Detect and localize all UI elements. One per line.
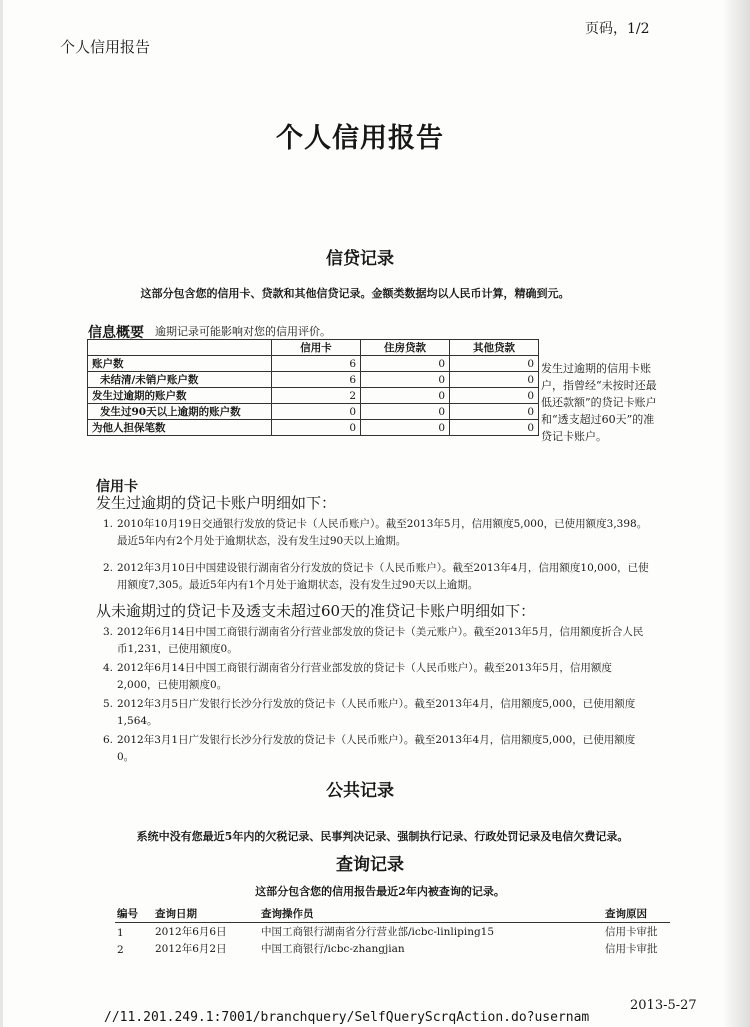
overview-header-row bbox=[88, 340, 539, 356]
overdue-definition-note: 发生过逾期的信用卡账户，指曾经“未按时还最低还款额”的贷记卡账户和“透支超过60天”的准贷记卡账户。 bbox=[541, 362, 657, 443]
query-header-row bbox=[115, 905, 670, 923]
overview-label: 信息概要 bbox=[88, 325, 144, 341]
normal-accounts-heading: 从未逾期过的贷记卡及透支未超过60天的准贷记卡账户明细如下： bbox=[96, 602, 536, 620]
header-no: 编号 bbox=[115, 905, 153, 923]
row-label: 发生过逾期的账户数 bbox=[88, 388, 272, 404]
cell-operator: 中国工商银行湖南省分行营业部/icbc-linliping15 bbox=[261, 926, 495, 938]
credit-section-subtitle: 这部分包含您的信用卡、贷款和其他信贷记录。金额类数据均以人民币计算，精确到元。 bbox=[140, 287, 570, 300]
row-label: 账户数 bbox=[88, 356, 272, 372]
item-line: 2,000，已使用额度0。 bbox=[117, 679, 228, 691]
cell-no: 2 bbox=[117, 944, 124, 956]
cell-no: 1 bbox=[117, 927, 124, 939]
cell-value: 6 bbox=[272, 372, 361, 388]
cell-value: 0 bbox=[450, 420, 539, 436]
print-date: 2013-5-27 bbox=[630, 998, 697, 1013]
overview-row bbox=[88, 356, 539, 372]
overview-row bbox=[88, 388, 539, 404]
item-number: 2. bbox=[103, 562, 114, 574]
item-line: 2012年3月5日广发银行长沙分行发放的贷记卡（人民币账户）。截至2013年4月，信用额度5,000，已使用额度 bbox=[117, 698, 636, 710]
overdue-accounts-heading: 发生过逾期的贷记卡账户明细如下： bbox=[96, 494, 337, 512]
header-credit-card: 信用卡 bbox=[272, 340, 361, 356]
cell-value: 0 bbox=[272, 404, 361, 420]
header-title: 个人信用报告 bbox=[60, 38, 151, 56]
public-records-text: 系统中没有您最近5年内的欠税记录、民事判决记录、强制执行记录、行政处罚记录及电信欠费记录。 bbox=[136, 830, 629, 843]
report-title: 个人信用报告 bbox=[276, 123, 444, 154]
public-records-title: 公共记录 bbox=[326, 781, 394, 801]
header-operator: 查询操作员 bbox=[259, 905, 603, 923]
cell-value: 0 bbox=[450, 356, 539, 372]
query-records-table bbox=[115, 905, 670, 957]
row-label: 发生过90天以上逾期的账户数 bbox=[88, 404, 272, 420]
account-item bbox=[103, 660, 663, 694]
cell-value: 0 bbox=[361, 372, 450, 388]
overview-row bbox=[88, 420, 539, 436]
item-line: 1,564。 bbox=[117, 715, 158, 727]
overview-note: 逾期记录可能影响对您的信用评价。 bbox=[155, 325, 331, 338]
cell-operator: 中国工商银行/icbc-zhangjian bbox=[261, 943, 405, 955]
query-records-title: 查询记录 bbox=[336, 855, 404, 875]
cell-value: 2 bbox=[272, 388, 361, 404]
cell-date: 2012年6月6日 bbox=[155, 926, 227, 938]
row-label: 未结清/未销户账户数 bbox=[88, 372, 272, 388]
account-item bbox=[103, 696, 663, 730]
cell-value: 0 bbox=[361, 388, 450, 404]
cell-reason: 信用卡审批 bbox=[605, 926, 658, 938]
item-number: 5. bbox=[103, 698, 114, 710]
item-number: 6. bbox=[103, 734, 114, 746]
overview-corner-cell bbox=[88, 340, 272, 356]
account-item bbox=[103, 560, 663, 594]
page-number: 页码，1/2 bbox=[585, 21, 650, 37]
overview-row bbox=[88, 404, 539, 420]
item-number: 1. bbox=[103, 518, 114, 530]
cell-date: 2012年6月2日 bbox=[155, 943, 227, 955]
item-line: 用额度7,305。最近5年内有1个月处于逾期状态，没有发生过90天以上逾期。 bbox=[117, 579, 479, 591]
cell-value: 0 bbox=[450, 388, 539, 404]
item-line: 币1,231，已使用额度0。 bbox=[117, 643, 238, 655]
row-label: 为他人担保笔数 bbox=[88, 420, 272, 436]
item-line: 0。 bbox=[117, 751, 135, 763]
item-line: 2012年3月1日广发银行长沙分行发放的贷记卡（人民币账户）。截至2013年4月，信用额度5,000，已使用额度 bbox=[117, 734, 636, 746]
header-reason: 查询原因 bbox=[603, 905, 670, 923]
footer-url: //11.201.249.1:7001/branchquery/SelfQueryScrqAction.do?usernam bbox=[104, 1010, 590, 1025]
query-records-subtitle: 这部分包含您的信用报告最近2年内被查询的记录。 bbox=[255, 885, 505, 898]
cell-value: 6 bbox=[272, 356, 361, 372]
cell-value: 0 bbox=[361, 404, 450, 420]
cell-value: 0 bbox=[450, 404, 539, 420]
query-row bbox=[115, 923, 670, 941]
account-item bbox=[103, 624, 663, 658]
cell-value: 0 bbox=[361, 420, 450, 436]
header-housing-loan: 住房贷款 bbox=[361, 340, 450, 356]
item-number: 3. bbox=[103, 626, 114, 638]
credit-card-title: 信用卡 bbox=[96, 479, 138, 495]
overview-table bbox=[87, 339, 539, 436]
cell-value: 0 bbox=[272, 420, 361, 436]
query-row bbox=[115, 940, 670, 957]
header-other-loan: 其他贷款 bbox=[450, 340, 539, 356]
overview-row bbox=[88, 372, 539, 388]
account-item bbox=[103, 732, 663, 766]
cell-value: 0 bbox=[361, 356, 450, 372]
cell-reason: 信用卡审批 bbox=[605, 943, 658, 955]
item-line: 2012年6月14日中国工商银行湖南省分行营业部发放的贷记卡（美元账户）。截至2013年5月，信用额度折合人民 bbox=[117, 626, 644, 638]
item-line: 最近5年内有2个月处于逾期状态，没有发生过90天以上逾期。 bbox=[117, 535, 407, 547]
account-item bbox=[103, 516, 663, 550]
item-line: 2010年10月19日交通银行发放的贷记卡（人民币账户）。截至2013年5月，信用额度5,000，已使用额度3,398。 bbox=[117, 518, 648, 530]
header-date: 查询日期 bbox=[153, 905, 259, 923]
cell-value: 0 bbox=[450, 372, 539, 388]
credit-section-title: 信贷记录 bbox=[326, 249, 394, 269]
item-line: 2012年3月10日中国建设银行湖南省分行发放的贷记卡（人民币账户）。截至2013年4月，信用额度10,000，已使 bbox=[117, 562, 649, 574]
item-number: 4. bbox=[103, 662, 114, 674]
item-line: 2012年6月14日中国工商银行湖南省分行营业部发放的贷记卡（人民币账户）。截至2013年5月，信用额度 bbox=[117, 662, 612, 674]
